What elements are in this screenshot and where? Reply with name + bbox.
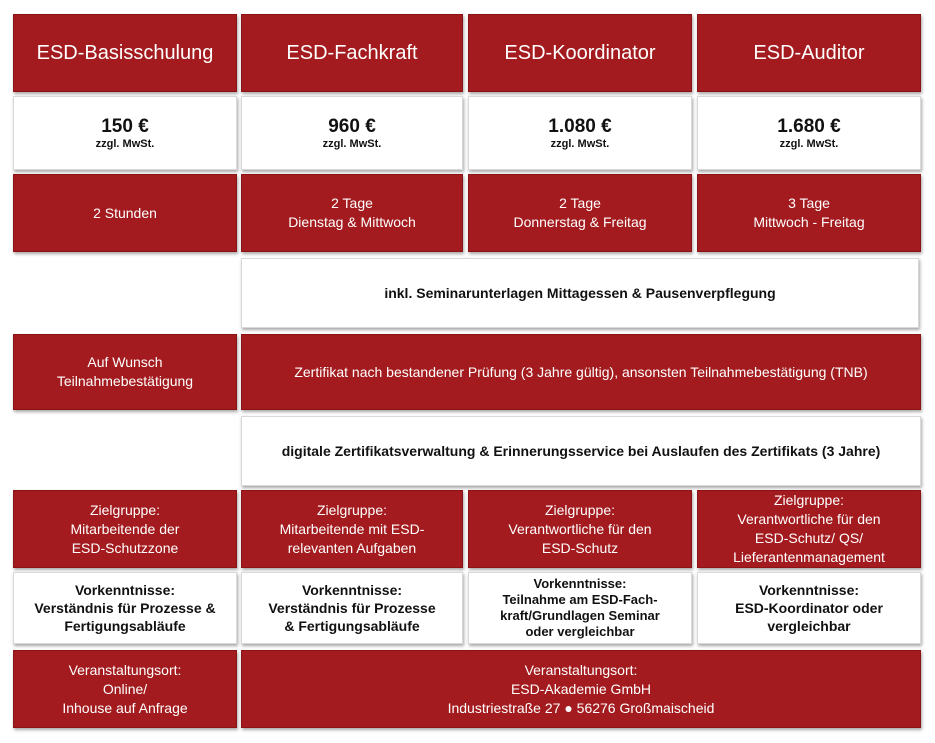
price-koordinator — [468, 96, 692, 170]
duration-line1: 2 Stunden — [93, 204, 157, 221]
target-group-label: Zielgruppe: — [89, 501, 161, 518]
prerequisites-line: Verständnis für Prozesse — [268, 600, 436, 616]
target-group-basisschulung — [13, 490, 237, 568]
certificate-line1: Auf Wunsch — [87, 354, 163, 370]
duration-line2: Dienstag & Mittwoch — [288, 214, 416, 230]
duration-basisschulung — [13, 174, 237, 252]
duration-line2: Mittwoch - Freitag — [753, 214, 865, 230]
target-group-line: ESD-Schutz/ QS/ — [754, 530, 864, 546]
price-vat: zzgl. MwSt. — [322, 137, 382, 150]
header-koordinator — [468, 14, 692, 92]
duration-auditor — [697, 174, 921, 252]
prerequisites-koordinator — [468, 572, 692, 644]
price-amount: 1.680 € — [777, 115, 841, 137]
target-group-line: Mitarbeitende mit ESD- — [279, 520, 425, 537]
digital-certificate-service — [241, 416, 921, 486]
prerequisites-line: Verständnis für Prozesse & — [34, 600, 216, 616]
header-label: ESD-Auditor — [753, 41, 865, 64]
price-basisschulung — [13, 96, 237, 170]
price-vat: zzgl. MwSt. — [95, 137, 155, 150]
prerequisites-line: & Fertigungsabläufe — [284, 618, 420, 634]
prerequisites-line: Teilnahme am ESD-Fach- — [502, 592, 658, 607]
venue-line2: Industriestraße 27 ● 56276 Großmaischeid — [447, 699, 715, 716]
duration-line1: 3 Tage — [788, 195, 830, 211]
prerequisites-line: vergleichbar — [767, 618, 851, 634]
venue-label: Veranstaltungsort: — [68, 661, 182, 678]
target-group-line: Lieferantenmanagement — [733, 549, 885, 565]
price-vat: zzgl. MwSt. — [779, 137, 839, 150]
target-group-line: ESD-Schutzzone — [71, 539, 179, 556]
header-label: ESD-Fachkraft — [286, 41, 418, 64]
prerequisites-line: oder vergleichbar — [525, 624, 635, 639]
prerequisites-line: kraft/Grundlagen Seminar — [500, 608, 660, 623]
target-group-label: Zielgruppe: — [544, 501, 616, 518]
prerequisites-line: ESD-Koordinator oder — [735, 600, 883, 616]
target-group-line: Verantwortliche für den — [737, 511, 881, 527]
certificate-basisschulung — [13, 334, 237, 410]
prerequisites-label: Vorkenntnisse: — [74, 582, 176, 598]
duration-fachkraft — [241, 174, 463, 252]
venue-line1: ESD-Akademie GmbH — [510, 680, 652, 697]
header-basisschulung — [13, 14, 237, 92]
venue-line2: Inhouse auf Anfrage — [62, 699, 188, 716]
target-group-auditor — [697, 490, 921, 568]
price-vat: zzgl. MwSt. — [550, 137, 610, 150]
header-label: ESD-Basisschulung — [36, 41, 214, 64]
prerequisites-basisschulung — [13, 572, 237, 644]
target-group-line: Verantwortliche für den — [508, 520, 652, 537]
included-services — [241, 258, 919, 328]
certificate-others — [241, 334, 921, 410]
target-group-line: Mitarbeitende der — [70, 520, 180, 537]
prerequisites-label: Vorkenntnisse: — [301, 582, 403, 598]
duration-koordinator — [468, 174, 692, 252]
venue-others — [241, 650, 921, 728]
prerequisites-fachkraft — [241, 572, 463, 644]
header-auditor — [697, 14, 921, 92]
digital-text: digitale Zertifikatsverwaltung & Erinnerungsservice bei Auslaufen des Zertifikats (3 Jahre) — [281, 442, 881, 459]
venue-line1: Online/ — [102, 680, 148, 697]
target-group-label: Zielgruppe: — [773, 492, 845, 508]
duration-line2: Donnerstag & Freitag — [513, 214, 647, 230]
header-fachkraft — [241, 14, 463, 92]
prerequisites-label: Vorkenntnisse: — [758, 582, 860, 598]
prerequisites-auditor — [697, 572, 921, 644]
certificate-text: Zertifikat nach bestandener Prüfung (3 Jahre gültig), ansonsten Teilnahmebestätigung (TNB) — [294, 363, 868, 380]
target-group-line: relevanten Aufgaben — [287, 539, 417, 556]
duration-line1: 2 Tage — [331, 195, 373, 211]
target-group-line: ESD-Schutz — [541, 539, 619, 556]
venue-basisschulung — [13, 650, 237, 728]
price-amount: 1.080 € — [548, 115, 612, 137]
included-text: inkl. Seminarunterlagen Mittagessen & Pausenverpflegung — [384, 284, 776, 301]
header-label: ESD-Koordinator — [504, 41, 656, 64]
venue-label: Veranstaltungsort: — [524, 661, 638, 678]
price-fachkraft — [241, 96, 463, 170]
target-group-label: Zielgruppe: — [316, 501, 388, 518]
price-auditor — [697, 96, 921, 170]
price-amount: 150 € — [101, 115, 149, 137]
certificate-line2: Teilnahmebestätigung — [56, 373, 194, 389]
prerequisites-line: Fertigungsabläufe — [64, 618, 186, 634]
duration-line1: 2 Tage — [559, 195, 601, 211]
price-amount: 960 € — [328, 115, 376, 137]
target-group-fachkraft — [241, 490, 463, 568]
prerequisites-label: Vorkenntnisse: — [533, 576, 627, 591]
target-group-koordinator — [468, 490, 692, 568]
